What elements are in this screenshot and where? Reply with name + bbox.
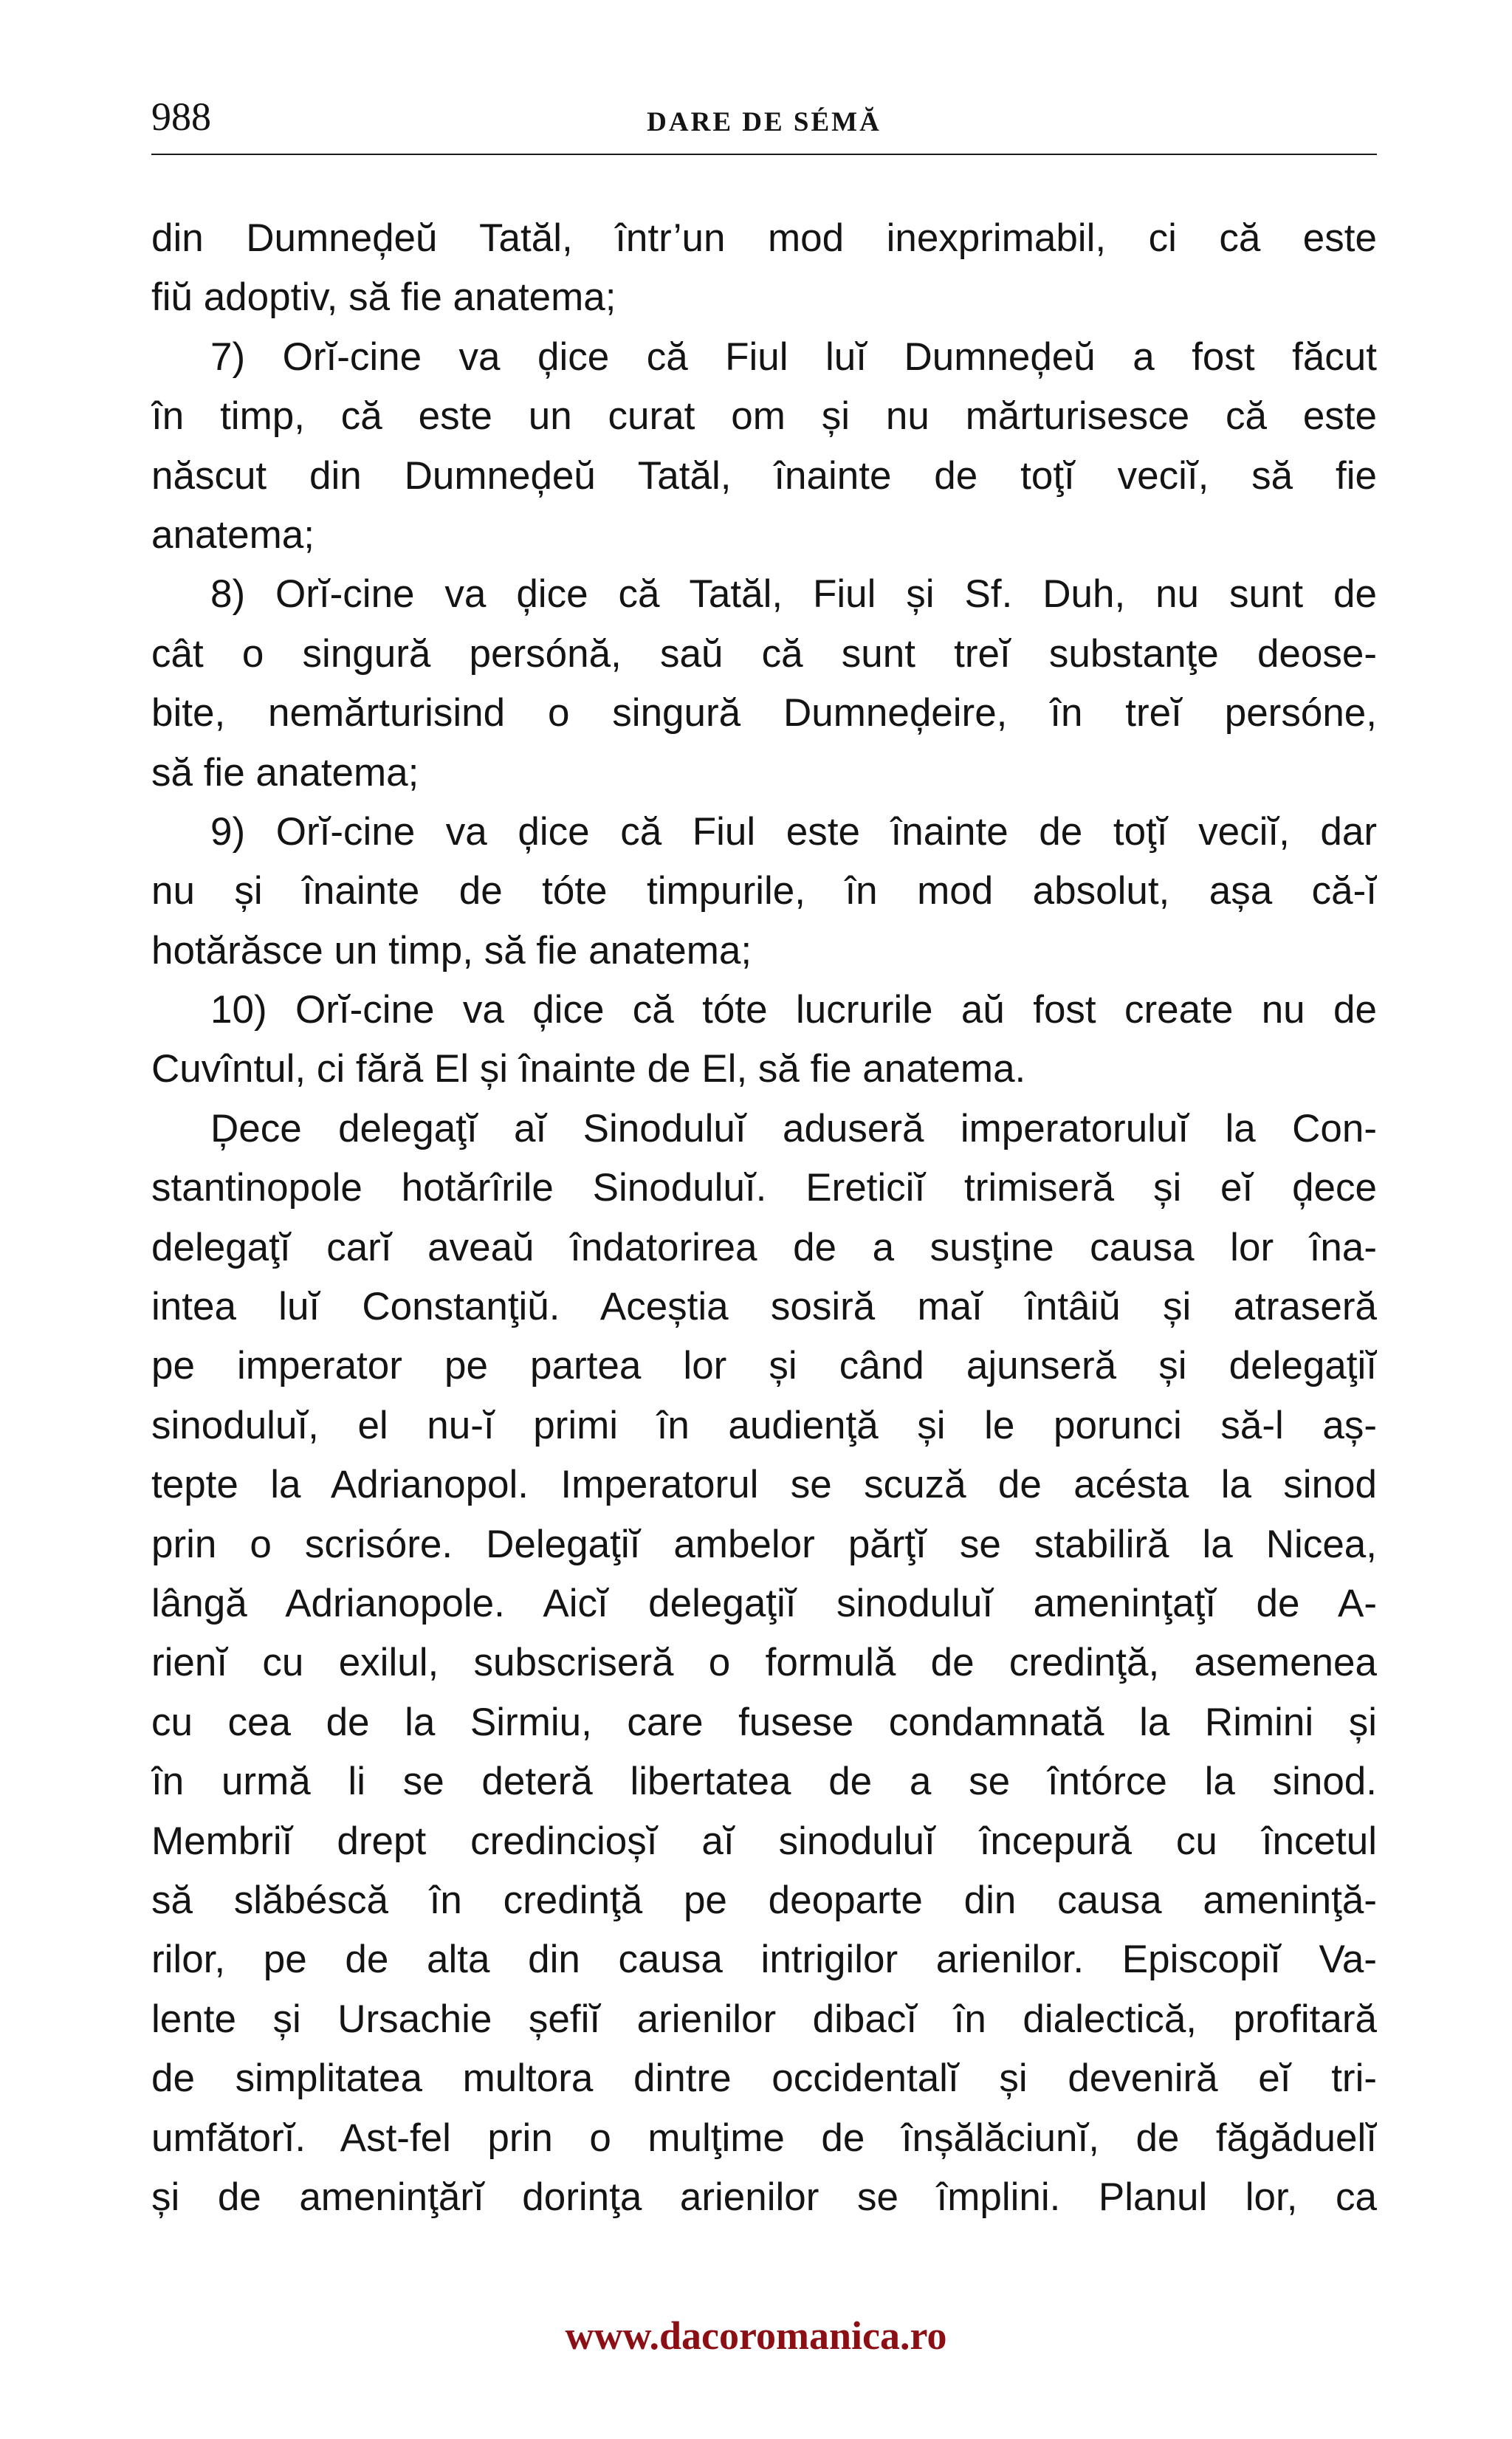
page-header xyxy=(151,87,1377,158)
text-line: în urmă li se deteră libertatea de a se întórce la sinod. xyxy=(151,1760,1377,1804)
text-line: 7) Orĭ-cine va ḑice că Fiul luĭ Dumneḑeŭ a fost făcut xyxy=(210,335,1377,379)
text-line: de simplitatea multora dintre occidentalĭ și deveniră eĭ tri- xyxy=(151,2056,1377,2101)
text-line: cât o singură persónă, saŭ că sunt treĭ substanţe deose- xyxy=(151,631,1377,676)
text-line: Ḑece delegaţĭ aĭ Sinoduluĭ aduseră imperatoruluĭ la Con- xyxy=(210,1106,1377,1150)
page-number: 988 xyxy=(151,95,211,139)
text-line: stantinopole hotărîrile Sinoduluĭ. Ereticiĭ trimiseră și eĭ ḑece xyxy=(151,1166,1377,1210)
text-line: în timp, că este un curat om și nu mărturisesce că este xyxy=(151,394,1377,439)
text-line: 10) Orĭ-cine va ḑice că tóte lucrurile aŭ fost create nu de xyxy=(210,988,1377,1032)
text-line: bite, nemărturisind o singură Dumneḑeire, în treĭ persóne, xyxy=(151,691,1377,735)
text-line: sinoduluĭ, el nu-ĭ primi în audienţă și le porunci să-l aș- xyxy=(151,1403,1377,1447)
text-line: lângă Adrianopole. Aicĭ delegaţiĭ sinoduluĭ ameninţaţĭ de A- xyxy=(151,1581,1377,1625)
text-line: pe imperator pe partea lor și când ajunseră și delegaţiĭ xyxy=(151,1344,1377,1388)
text-line: rienĭ cu exilul, subscriseră o formulă de credinţă, asemenea xyxy=(151,1641,1377,1685)
text-line: delegaţĭ carĭ aveaŭ îndatorirea de a susţine causa lor îna- xyxy=(151,1225,1377,1269)
text-line: umfătorĭ. Ast-fel prin o mulţime de înșălăciunĭ, de făgăduelĭ xyxy=(151,2116,1377,2160)
text-line: tepte la Adrianopol. Imperatorul se scuză de acésta la sinod xyxy=(151,1463,1377,1507)
running-head: DARE DE SÉMĂ xyxy=(647,107,882,137)
text-line: Cuvîntul, ci fără El și înainte de El, să fie anatema. xyxy=(151,1047,1026,1091)
text-line: rilor, pe de alta din causa intrigilor arienilor. Episcopiĭ Va- xyxy=(151,1938,1377,1982)
watermark-url: www.dacoromanica.ro xyxy=(565,2313,947,2358)
text-line: 8) Orĭ-cine va ḑice că Tatăl, Fiul și Sf. Duh, nu sunt de xyxy=(210,572,1377,617)
text-line: fiŭ adoptiv, să fie anatema; xyxy=(151,275,616,320)
text-line: să fie anatema; xyxy=(151,750,419,795)
text-line: 9) Orĭ-cine va ḑice că Fiul este înainte de toţĭ veciĭ, dar xyxy=(210,809,1377,854)
text-line: nu și înainte de tóte timpurile, în mod absolut, așa că-ĭ xyxy=(151,869,1377,913)
text-line: intea luĭ Constanţiŭ. Aceștia sosiră maĭ întâiŭ și atraseră xyxy=(151,1285,1377,1329)
text-line: Membriĭ drept credincioșĭ aĭ sinoduluĭ începură cu încetul xyxy=(151,1819,1377,1863)
text-line: hotărăsce un timp, să fie anatema; xyxy=(151,928,752,972)
text-line: anatema; xyxy=(151,512,315,557)
text-line: cu cea de la Sirmiu, care fusese condamnată la Rimini și xyxy=(151,1700,1377,1744)
text-line: prin o scrisóre. Delegaţiĭ ambelor părţĭ se stabiliră la Nicea, xyxy=(151,1522,1377,1566)
text-line: lente și Ursachie șefiĭ arienilor dibacĭ în dialectică, profitară xyxy=(151,1997,1377,2041)
text-line: să slăbéscă în credinţă pe deoparte din causa ameninţă- xyxy=(151,1878,1377,1922)
text-line: din Dumneḑeŭ Tatăl, într’un mod inexprimabil, ci că este xyxy=(151,216,1377,260)
body-text xyxy=(151,209,1377,2227)
text-line: și de ameninţărĭ dorinţa arienilor se împlini. Planul lor, ca xyxy=(151,2175,1377,2219)
text-line: născut din Dumneḑeŭ Tatăl, înainte de toţĭ veciĭ, să fie xyxy=(151,453,1377,498)
header-rule xyxy=(151,154,1377,155)
